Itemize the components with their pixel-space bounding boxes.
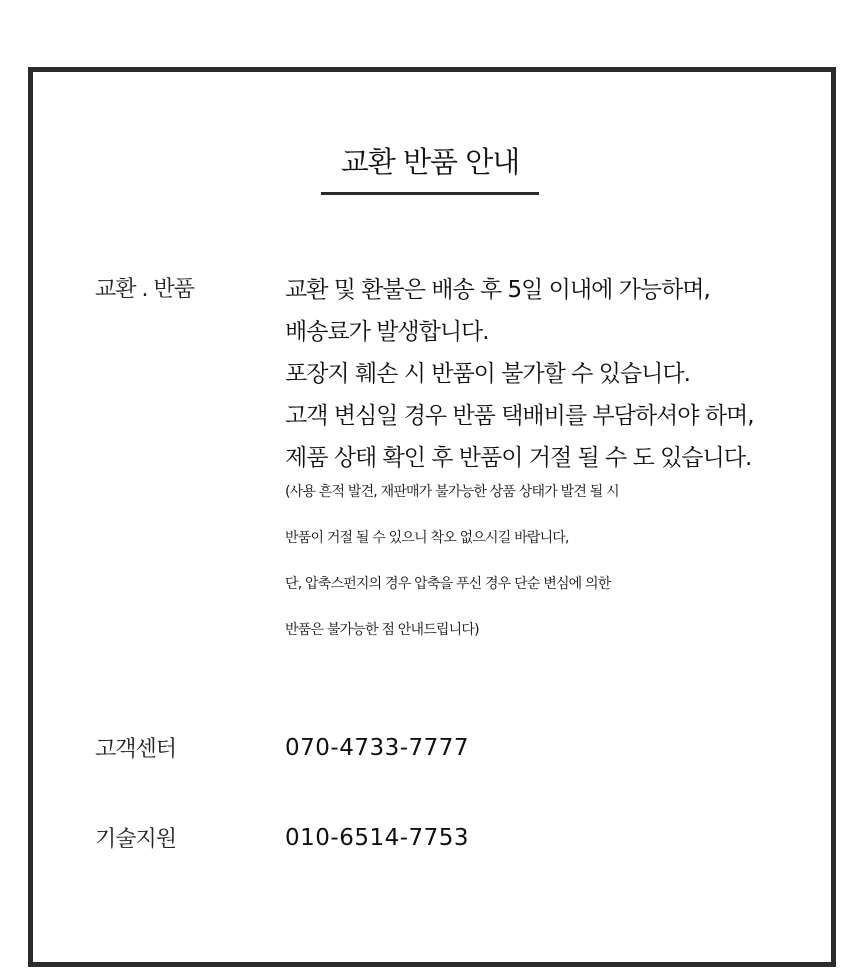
policy-line: 고객 변심일 경우 반품 택배비를 부담하셔야 하며, bbox=[285, 403, 754, 429]
policy-line: 제품 상태 확인 후 반품이 거절 될 수 도 있습니다. bbox=[285, 445, 752, 471]
policy-line: 교환 및 환불은 배송 후 5일 이내에 가능하며, bbox=[285, 277, 710, 303]
policy-note-line: 반품은 불가능한 점 안내드립니다) bbox=[285, 622, 479, 638]
page-title: 교환 반품 안내 bbox=[340, 145, 520, 179]
customer-center-phone[interactable]: 070-4733-7777 bbox=[285, 735, 470, 761]
title-underline bbox=[321, 192, 539, 195]
policy-line: 배송료가 발생합니다. bbox=[285, 319, 489, 345]
customer-center-label: 고객센터 bbox=[95, 737, 177, 762]
policy-note-line: (사용 흔적 발견, 재판매가 불가능한 상품 상태가 발견 될 시 bbox=[285, 484, 619, 500]
tech-support-label: 기술지원 bbox=[95, 827, 177, 852]
policy-note-line: 반품이 거절 될 수 있으니 착오 없으시길 바랍니다, bbox=[285, 530, 569, 546]
exchange-return-label: 교환 . 반품 bbox=[95, 277, 194, 302]
tech-support-phone[interactable]: 010-6514-7753 bbox=[285, 825, 470, 851]
exchange-policy bbox=[285, 276, 830, 666]
policy-note-line: 단, 압축스펀지의 경우 압축을 푸신 경우 단순 변심에 의한 bbox=[285, 576, 611, 592]
policy-line: 포장지 훼손 시 반품이 불가할 수 있습니다. bbox=[285, 361, 690, 387]
